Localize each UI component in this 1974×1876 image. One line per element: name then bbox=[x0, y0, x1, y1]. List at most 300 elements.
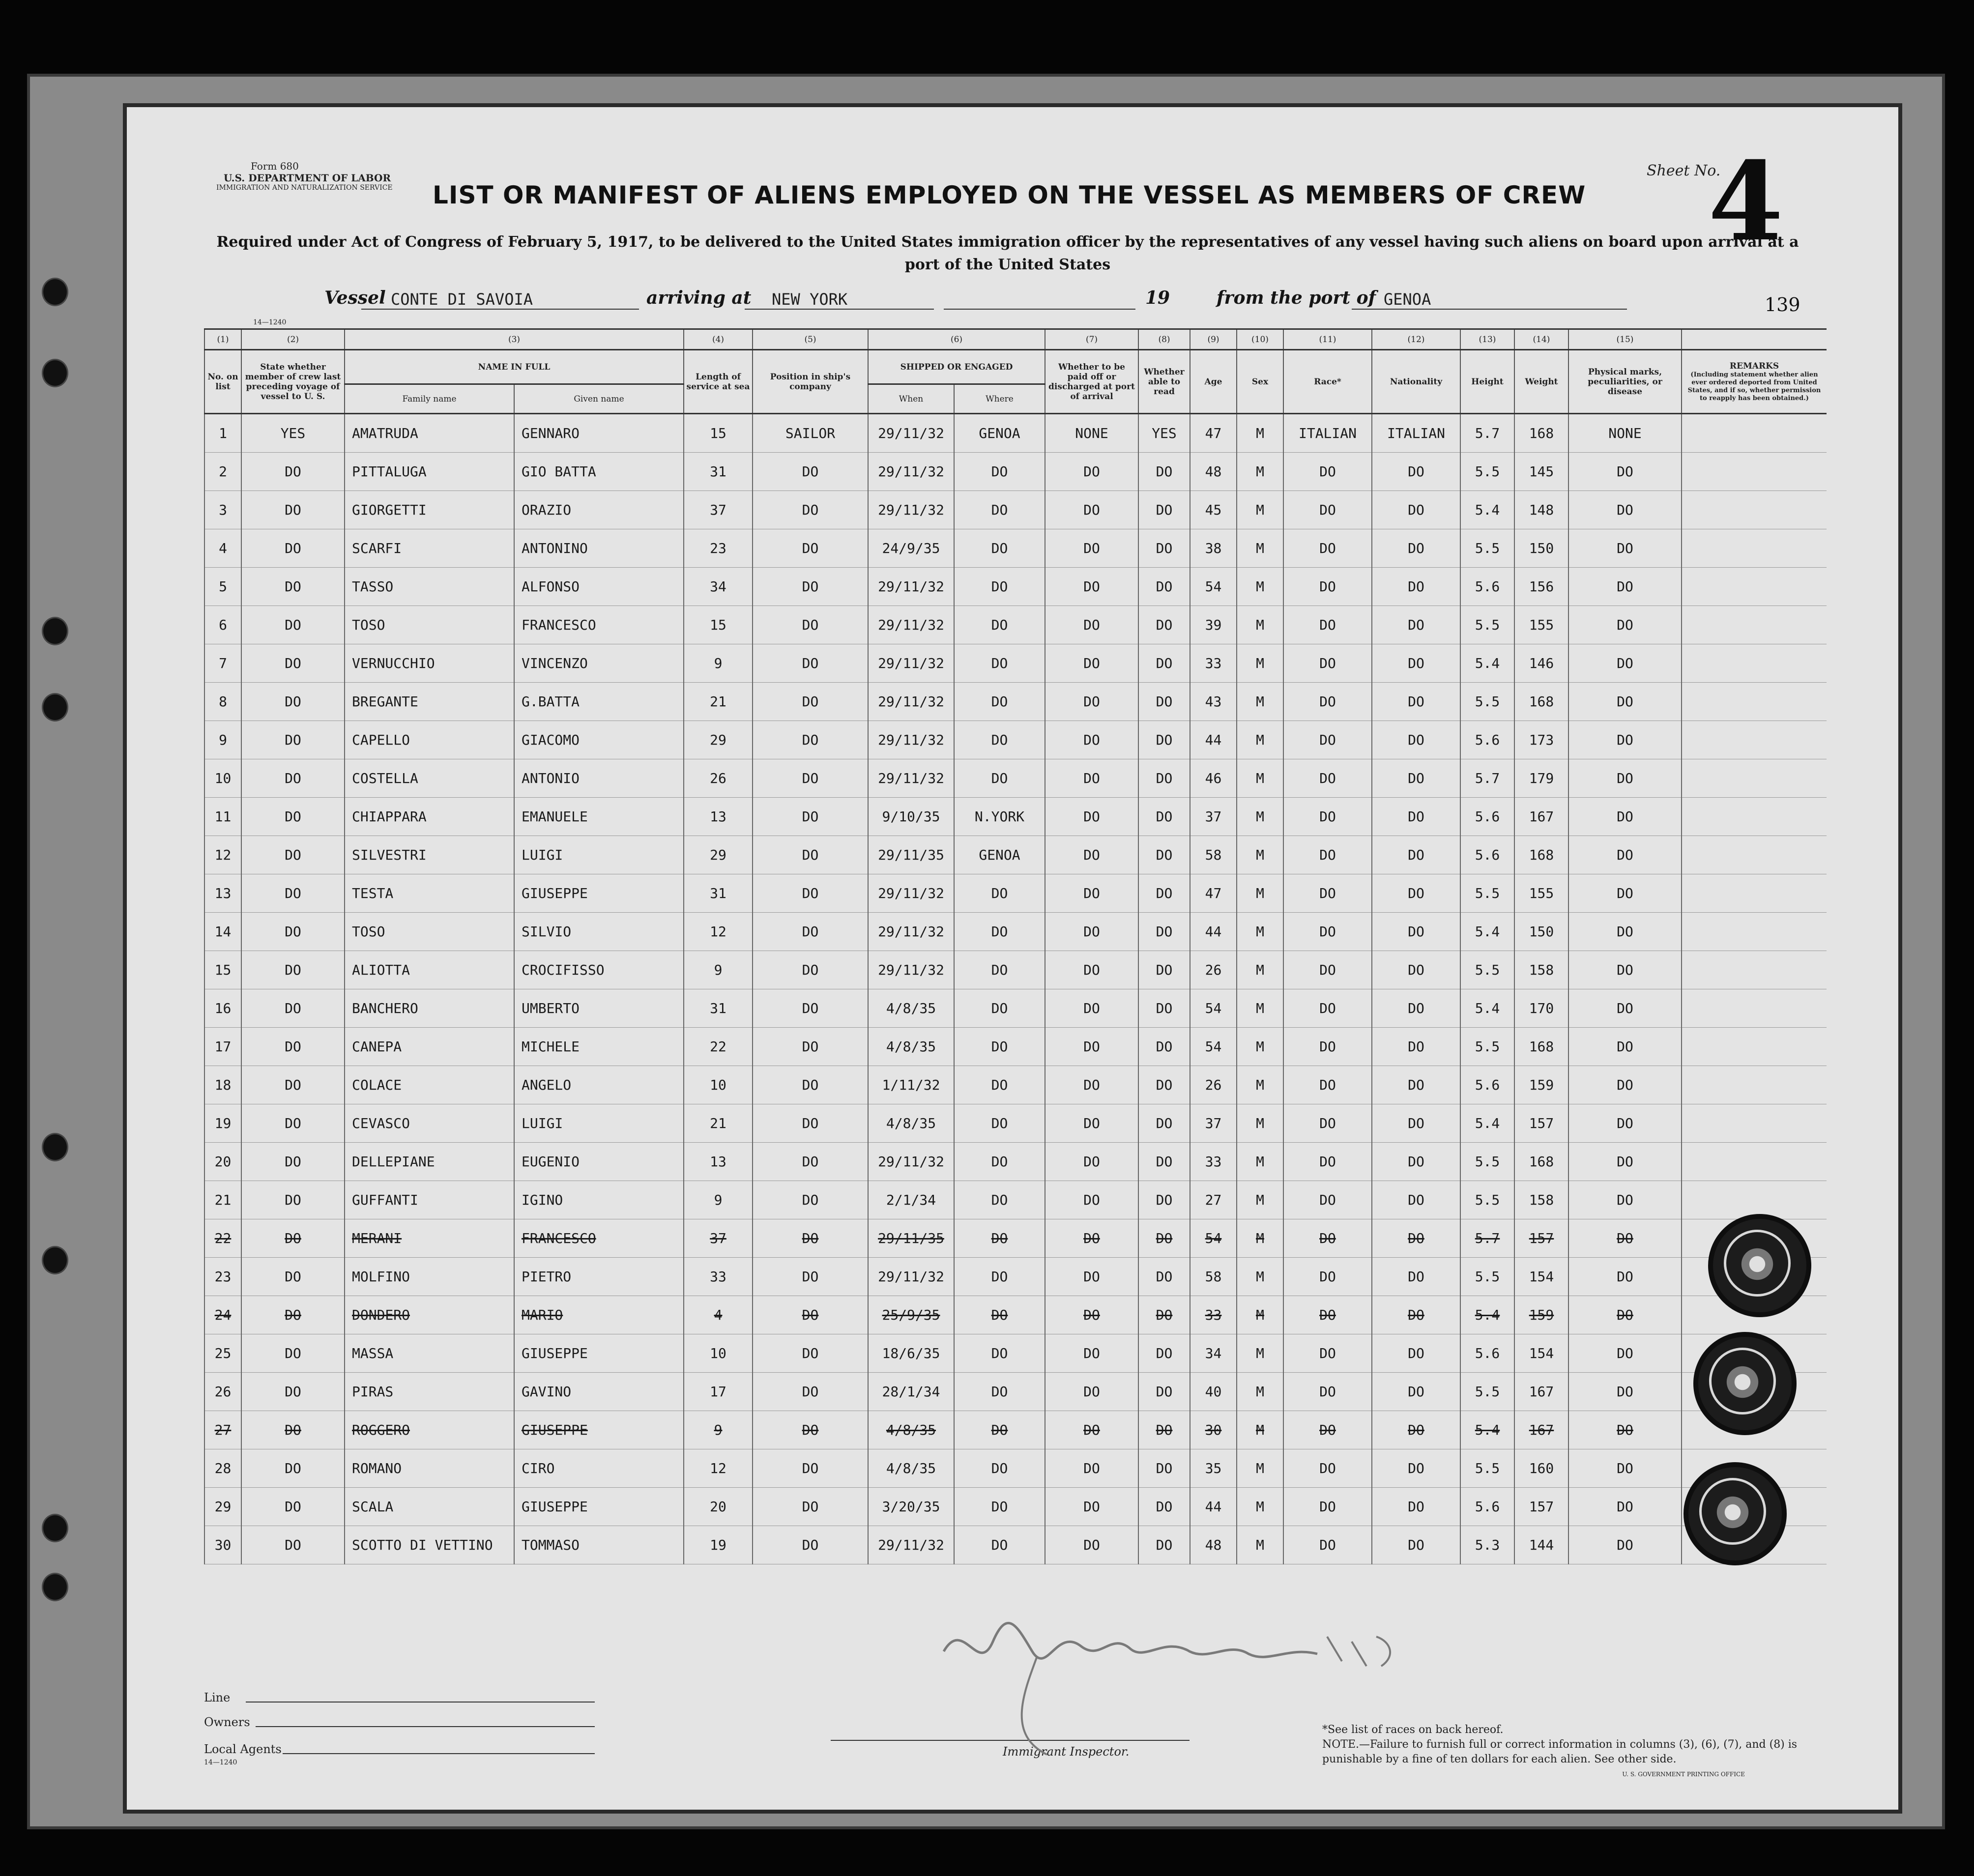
row-number-cell: 2 bbox=[204, 453, 241, 491]
height-cell: 5.7 bbox=[1460, 414, 1514, 453]
prior-voyage-cell: DO bbox=[241, 1449, 345, 1488]
engaged-where-cell: DO bbox=[954, 1219, 1045, 1258]
sex-cell: M bbox=[1237, 1219, 1283, 1258]
service-label: IMMIGRATION AND NATURALIZATION SERVICE bbox=[216, 184, 393, 192]
given-name-cell: EUGENIO bbox=[514, 1143, 684, 1181]
row-number-cell: 23 bbox=[204, 1258, 241, 1296]
age-cell: 38 bbox=[1190, 529, 1237, 568]
consulate-seal bbox=[1708, 1214, 1811, 1317]
row-number-cell: 18 bbox=[204, 1066, 241, 1104]
engaged-where-cell: N.YORK bbox=[954, 798, 1045, 836]
table-row bbox=[204, 1296, 1827, 1334]
eagle-emblem-icon bbox=[1740, 1244, 1774, 1284]
position-cell: DO bbox=[753, 1104, 868, 1143]
race-cell: DO bbox=[1283, 491, 1372, 529]
service-length-cell: 22 bbox=[684, 1028, 753, 1066]
weight-cell: 146 bbox=[1514, 644, 1568, 683]
position-cell: SAILOR bbox=[753, 414, 868, 453]
row-number-cell: 1 bbox=[204, 414, 241, 453]
engaged-when-cell: 29/11/32 bbox=[868, 874, 954, 913]
service-length-cell: 9 bbox=[684, 1181, 753, 1219]
given-name-cell: GIUSEPPE bbox=[514, 874, 684, 913]
race-cell: DO bbox=[1283, 874, 1372, 913]
weight-cell: 168 bbox=[1514, 836, 1568, 874]
age-cell: 54 bbox=[1190, 568, 1237, 606]
prior-voyage-cell: DO bbox=[241, 1373, 345, 1411]
remarks-cell bbox=[1682, 1104, 1827, 1143]
weight-cell: 155 bbox=[1514, 874, 1568, 913]
position-cell: DO bbox=[753, 989, 868, 1028]
age-cell: 26 bbox=[1190, 1066, 1237, 1104]
remarks-cell bbox=[1682, 798, 1827, 836]
prior-voyage-cell: DO bbox=[241, 1104, 345, 1143]
col-num-15: (15) bbox=[1568, 329, 1682, 350]
line-label: Line bbox=[204, 1691, 231, 1704]
paid-off-cell: DO bbox=[1045, 453, 1138, 491]
weight-cell: 167 bbox=[1514, 1373, 1568, 1411]
race-cell: DO bbox=[1283, 606, 1372, 644]
height-cell: 5.4 bbox=[1460, 913, 1514, 951]
family-name-cell: TOSO bbox=[345, 913, 514, 951]
age-cell: 34 bbox=[1190, 1334, 1237, 1373]
physical-marks-cell: DO bbox=[1568, 1488, 1682, 1526]
prior-voyage-cell: DO bbox=[241, 989, 345, 1028]
service-length-cell: 19 bbox=[684, 1526, 753, 1564]
engaged-where-cell: DO bbox=[954, 1373, 1045, 1411]
nationality-cell: DO bbox=[1372, 529, 1460, 568]
crew-manifest-table bbox=[204, 328, 1827, 1564]
weight-cell: 158 bbox=[1514, 1181, 1568, 1219]
engaged-where-cell: DO bbox=[954, 913, 1045, 951]
service-length-cell: 29 bbox=[684, 721, 753, 759]
col-no-on-list: No. on list bbox=[204, 350, 241, 414]
age-cell: 35 bbox=[1190, 1449, 1237, 1488]
height-cell: 5.5 bbox=[1460, 1028, 1514, 1066]
race-cell: DO bbox=[1283, 1373, 1372, 1411]
engaged-where-cell: DO bbox=[954, 1449, 1045, 1488]
paid-off-cell: DO bbox=[1045, 568, 1138, 606]
paid-off-cell: DO bbox=[1045, 1449, 1138, 1488]
remarks-cell bbox=[1682, 874, 1827, 913]
race-cell: DO bbox=[1283, 721, 1372, 759]
sex-cell: M bbox=[1237, 1143, 1283, 1181]
table-row bbox=[204, 453, 1827, 491]
physical-marks-cell: DO bbox=[1568, 1219, 1682, 1258]
remarks-cell bbox=[1682, 568, 1827, 606]
row-number-cell: 15 bbox=[204, 951, 241, 989]
sex-cell: M bbox=[1237, 1066, 1283, 1104]
race-cell: DO bbox=[1283, 798, 1372, 836]
table-row bbox=[204, 1066, 1827, 1104]
prior-voyage-cell: DO bbox=[241, 759, 345, 798]
col-num-7: (7) bbox=[1045, 329, 1138, 350]
row-number-cell: 30 bbox=[204, 1526, 241, 1564]
given-name-cell: GIUSEPPE bbox=[514, 1411, 684, 1449]
family-name-cell: CEVASCO bbox=[345, 1104, 514, 1143]
able-to-read-cell: DO bbox=[1138, 989, 1190, 1028]
engaged-when-cell: 4/8/35 bbox=[868, 1411, 954, 1449]
given-name-cell: TOMMASO bbox=[514, 1526, 684, 1564]
weight-cell: 157 bbox=[1514, 1104, 1568, 1143]
nationality-cell: DO bbox=[1372, 683, 1460, 721]
physical-marks-cell: DO bbox=[1568, 874, 1682, 913]
position-cell: DO bbox=[753, 1449, 868, 1488]
row-number-cell: 24 bbox=[204, 1296, 241, 1334]
service-length-cell: 26 bbox=[684, 759, 753, 798]
col-paid-off: Whether to be paid off or discharged at port of arrival bbox=[1045, 350, 1138, 414]
table-row bbox=[204, 989, 1827, 1028]
able-to-read-cell: DO bbox=[1138, 874, 1190, 913]
family-name-cell: CHIAPPARA bbox=[345, 798, 514, 836]
remarks-cell bbox=[1682, 529, 1827, 568]
engaged-where-cell: DO bbox=[954, 1143, 1045, 1181]
engaged-when-cell: 29/11/32 bbox=[868, 414, 954, 453]
able-to-read-cell: DO bbox=[1138, 1104, 1190, 1143]
paid-off-cell: DO bbox=[1045, 606, 1138, 644]
family-name-cell: COLACE bbox=[345, 1066, 514, 1104]
height-cell: 5.4 bbox=[1460, 1411, 1514, 1449]
col-num-12: (12) bbox=[1372, 329, 1460, 350]
position-cell: DO bbox=[753, 1028, 868, 1066]
sex-cell: M bbox=[1237, 1028, 1283, 1066]
nationality-cell: DO bbox=[1372, 1258, 1460, 1296]
nationality-cell: DO bbox=[1372, 1488, 1460, 1526]
age-cell: 48 bbox=[1190, 1526, 1237, 1564]
weight-cell: 168 bbox=[1514, 683, 1568, 721]
service-length-cell: 9 bbox=[684, 1411, 753, 1449]
weight-cell: 157 bbox=[1514, 1219, 1568, 1258]
prior-voyage-cell: DO bbox=[241, 1258, 345, 1296]
family-name-cell: TOSO bbox=[345, 606, 514, 644]
race-cell: DO bbox=[1283, 1143, 1372, 1181]
sex-cell: M bbox=[1237, 568, 1283, 606]
weight-cell: 160 bbox=[1514, 1449, 1568, 1488]
row-number-cell: 11 bbox=[204, 798, 241, 836]
table-row bbox=[204, 836, 1827, 874]
physical-marks-cell: DO bbox=[1568, 798, 1682, 836]
given-name-cell: GIUSEPPE bbox=[514, 1488, 684, 1526]
service-length-cell: 31 bbox=[684, 453, 753, 491]
physical-marks-cell: DO bbox=[1568, 1373, 1682, 1411]
engaged-where-cell: DO bbox=[954, 1488, 1045, 1526]
age-cell: 26 bbox=[1190, 951, 1237, 989]
age-cell: 54 bbox=[1190, 1028, 1237, 1066]
form-code-footer: 14—1240 bbox=[204, 1759, 237, 1766]
table-row bbox=[204, 1258, 1827, 1296]
arriving-label: arriving at bbox=[646, 288, 752, 308]
col-num-14: (14) bbox=[1514, 329, 1568, 350]
sex-cell: M bbox=[1237, 644, 1283, 683]
service-length-cell: 37 bbox=[684, 1219, 753, 1258]
col-physical: Physical marks, peculiarities, or disease bbox=[1568, 350, 1682, 414]
weight-cell: 167 bbox=[1514, 798, 1568, 836]
table-row bbox=[204, 491, 1827, 529]
sex-cell: M bbox=[1237, 606, 1283, 644]
row-number-cell: 22 bbox=[204, 1219, 241, 1258]
engaged-when-cell: 24/9/35 bbox=[868, 529, 954, 568]
able-to-read-cell: DO bbox=[1138, 491, 1190, 529]
engaged-when-cell: 2/1/34 bbox=[868, 1181, 954, 1219]
binder-hole bbox=[42, 1573, 68, 1601]
weight-cell: 150 bbox=[1514, 913, 1568, 951]
race-cell: DO bbox=[1283, 1449, 1372, 1488]
paid-off-cell: DO bbox=[1045, 1181, 1138, 1219]
able-to-read-cell: DO bbox=[1138, 1296, 1190, 1334]
remarks-cell bbox=[1682, 453, 1827, 491]
physical-marks-cell: DO bbox=[1568, 1066, 1682, 1104]
race-cell: DO bbox=[1283, 1334, 1372, 1373]
paid-off-cell: DO bbox=[1045, 721, 1138, 759]
weight-cell: 167 bbox=[1514, 1411, 1568, 1449]
row-number-cell: 3 bbox=[204, 491, 241, 529]
service-length-cell: 12 bbox=[684, 913, 753, 951]
table-row bbox=[204, 1181, 1827, 1219]
race-cell: DO bbox=[1283, 1488, 1372, 1526]
prior-voyage-cell: DO bbox=[241, 529, 345, 568]
col-given-name: Given name bbox=[514, 384, 684, 414]
col-shipped: SHIPPED OR ENGAGED bbox=[868, 350, 1045, 384]
weight-cell: 148 bbox=[1514, 491, 1568, 529]
sex-cell: M bbox=[1237, 836, 1283, 874]
height-cell: 5.5 bbox=[1460, 1258, 1514, 1296]
remarks-cell bbox=[1682, 683, 1827, 721]
family-name-cell: GIORGETTI bbox=[345, 491, 514, 529]
service-length-cell: 9 bbox=[684, 951, 753, 989]
age-cell: 37 bbox=[1190, 1104, 1237, 1143]
col-remarks bbox=[1682, 350, 1827, 414]
race-cell: DO bbox=[1283, 453, 1372, 491]
service-length-cell: 20 bbox=[684, 1488, 753, 1526]
physical-marks-cell: DO bbox=[1568, 491, 1682, 529]
given-name-cell: SILVIO bbox=[514, 913, 684, 951]
age-cell: 43 bbox=[1190, 683, 1237, 721]
physical-marks-cell: DO bbox=[1568, 1296, 1682, 1334]
service-length-cell: 29 bbox=[684, 836, 753, 874]
row-number-cell: 27 bbox=[204, 1411, 241, 1449]
engaged-where-cell: DO bbox=[954, 644, 1045, 683]
nationality-cell: DO bbox=[1372, 1411, 1460, 1449]
able-to-read-cell: YES bbox=[1138, 414, 1190, 453]
col-race: Race* bbox=[1283, 350, 1372, 414]
family-name-cell: PITTALUGA bbox=[345, 453, 514, 491]
col-height: Height bbox=[1460, 350, 1514, 414]
able-to-read-cell: DO bbox=[1138, 1488, 1190, 1526]
prior-voyage-cell: DO bbox=[241, 568, 345, 606]
nationality-cell: DO bbox=[1372, 1028, 1460, 1066]
service-length-cell: 33 bbox=[684, 1258, 753, 1296]
col-num-9: (9) bbox=[1190, 329, 1237, 350]
height-cell: 5.5 bbox=[1460, 874, 1514, 913]
sex-cell: M bbox=[1237, 1449, 1283, 1488]
consulate-seal bbox=[1693, 1332, 1797, 1435]
paid-off-cell: DO bbox=[1045, 1219, 1138, 1258]
given-name-cell: G.BATTA bbox=[514, 683, 684, 721]
able-to-read-cell: DO bbox=[1138, 721, 1190, 759]
height-cell: 5.6 bbox=[1460, 1066, 1514, 1104]
col-position: Position in ship's company bbox=[753, 350, 868, 414]
engaged-where-cell: DO bbox=[954, 759, 1045, 798]
table-row bbox=[204, 414, 1827, 453]
given-name-cell: VINCENZO bbox=[514, 644, 684, 683]
nationality-cell: DO bbox=[1372, 874, 1460, 913]
sex-cell: M bbox=[1237, 989, 1283, 1028]
family-name-cell: MASSA bbox=[345, 1334, 514, 1373]
col-num-1: (1) bbox=[204, 329, 241, 350]
nationality-cell: DO bbox=[1372, 1449, 1460, 1488]
given-name-cell: MICHELE bbox=[514, 1028, 684, 1066]
family-name-cell: DELLEPIANE bbox=[345, 1143, 514, 1181]
family-name-cell: MOLFINO bbox=[345, 1258, 514, 1296]
engaged-when-cell: 29/11/32 bbox=[868, 1258, 954, 1296]
engaged-when-cell: 1/11/32 bbox=[868, 1066, 954, 1104]
age-cell: 58 bbox=[1190, 836, 1237, 874]
height-cell: 5.5 bbox=[1460, 1181, 1514, 1219]
paid-off-cell: DO bbox=[1045, 1104, 1138, 1143]
able-to-read-cell: DO bbox=[1138, 1334, 1190, 1373]
age-cell: 44 bbox=[1190, 1488, 1237, 1526]
remarks-cell bbox=[1682, 491, 1827, 529]
table-row bbox=[204, 874, 1827, 913]
position-cell: DO bbox=[753, 1181, 868, 1219]
service-length-cell: 13 bbox=[684, 1143, 753, 1181]
row-number-cell: 19 bbox=[204, 1104, 241, 1143]
engaged-when-cell: 29/11/32 bbox=[868, 721, 954, 759]
able-to-read-cell: DO bbox=[1138, 1028, 1190, 1066]
physical-marks-cell: DO bbox=[1568, 1449, 1682, 1488]
nationality-cell: DO bbox=[1372, 1219, 1460, 1258]
position-cell: DO bbox=[753, 491, 868, 529]
consulate-seal bbox=[1684, 1462, 1787, 1565]
height-cell: 5.6 bbox=[1460, 798, 1514, 836]
weight-cell: 170 bbox=[1514, 989, 1568, 1028]
family-name-cell: SCARFI bbox=[345, 529, 514, 568]
height-cell: 5.6 bbox=[1460, 836, 1514, 874]
position-cell: DO bbox=[753, 1258, 868, 1296]
sex-cell: M bbox=[1237, 798, 1283, 836]
sex-cell: M bbox=[1237, 529, 1283, 568]
sex-cell: M bbox=[1237, 414, 1283, 453]
prior-voyage-cell: DO bbox=[241, 913, 345, 951]
prior-voyage-cell: DO bbox=[241, 606, 345, 644]
position-cell: DO bbox=[753, 1411, 868, 1449]
race-cell: DO bbox=[1283, 529, 1372, 568]
engaged-when-cell: 4/8/35 bbox=[868, 989, 954, 1028]
race-cell: DO bbox=[1283, 1028, 1372, 1066]
remarks-cell bbox=[1682, 1028, 1827, 1066]
from-port: GENOA bbox=[1384, 290, 1431, 309]
form-code: 14—1240 bbox=[253, 318, 287, 326]
engaged-when-cell: 29/11/32 bbox=[868, 1143, 954, 1181]
row-number-cell: 26 bbox=[204, 1373, 241, 1411]
physical-marks-cell: DO bbox=[1568, 913, 1682, 951]
given-name-cell: MARIO bbox=[514, 1296, 684, 1334]
prior-voyage-cell: DO bbox=[241, 1296, 345, 1334]
position-cell: DO bbox=[753, 1219, 868, 1258]
prior-voyage-cell: YES bbox=[241, 414, 345, 453]
engaged-when-cell: 9/10/35 bbox=[868, 798, 954, 836]
given-name-cell: EMANUELE bbox=[514, 798, 684, 836]
nationality-cell: DO bbox=[1372, 1104, 1460, 1143]
table-row bbox=[204, 1449, 1827, 1488]
paid-off-cell: NONE bbox=[1045, 414, 1138, 453]
nationality-cell: DO bbox=[1372, 913, 1460, 951]
able-to-read-cell: DO bbox=[1138, 644, 1190, 683]
height-cell: 5.4 bbox=[1460, 989, 1514, 1028]
able-to-read-cell: DO bbox=[1138, 1526, 1190, 1564]
col-state-whether: State whether member of crew last preceding voyage of vessel to U. S. bbox=[241, 350, 345, 414]
given-name-cell: GIACOMO bbox=[514, 721, 684, 759]
paid-off-cell: DO bbox=[1045, 1411, 1138, 1449]
position-cell: DO bbox=[753, 1296, 868, 1334]
nationality-cell: DO bbox=[1372, 644, 1460, 683]
remarks-cell bbox=[1682, 1181, 1827, 1219]
col-num-2: (2) bbox=[241, 329, 345, 350]
nationality-cell: DO bbox=[1372, 1181, 1460, 1219]
engaged-where-cell: DO bbox=[954, 951, 1045, 989]
printing-office: U. S. GOVERNMENT PRINTING OFFICE bbox=[1622, 1771, 1745, 1778]
physical-marks-cell: DO bbox=[1568, 836, 1682, 874]
weight-cell: 159 bbox=[1514, 1296, 1568, 1334]
family-name-cell: DONDERO bbox=[345, 1296, 514, 1334]
arriving-port: NEW YORK bbox=[772, 290, 848, 309]
given-name-cell: GENNARO bbox=[514, 414, 684, 453]
weight-cell: 155 bbox=[1514, 606, 1568, 644]
height-cell: 5.6 bbox=[1460, 568, 1514, 606]
col-name-in-full: NAME IN FULL bbox=[345, 350, 684, 384]
crew-rows bbox=[204, 414, 1827, 1564]
engaged-where-cell: DO bbox=[954, 453, 1045, 491]
sex-cell: M bbox=[1237, 1296, 1283, 1334]
table-row bbox=[204, 913, 1827, 951]
prior-voyage-cell: DO bbox=[241, 798, 345, 836]
physical-marks-cell: DO bbox=[1568, 606, 1682, 644]
sex-cell: M bbox=[1237, 1373, 1283, 1411]
weight-cell: 159 bbox=[1514, 1066, 1568, 1104]
race-cell: DO bbox=[1283, 836, 1372, 874]
physical-marks-cell: DO bbox=[1568, 529, 1682, 568]
engaged-when-cell: 18/6/35 bbox=[868, 1334, 954, 1373]
service-length-cell: 21 bbox=[684, 1104, 753, 1143]
weight-cell: 145 bbox=[1514, 453, 1568, 491]
engaged-where-cell: DO bbox=[954, 491, 1045, 529]
engaged-where-cell: DO bbox=[954, 1296, 1045, 1334]
engaged-where-cell: DO bbox=[954, 1028, 1045, 1066]
age-cell: 54 bbox=[1190, 989, 1237, 1028]
physical-marks-cell: DO bbox=[1568, 644, 1682, 683]
nationality-cell: DO bbox=[1372, 989, 1460, 1028]
able-to-read-cell: DO bbox=[1138, 1143, 1190, 1181]
physical-marks-cell: DO bbox=[1568, 1334, 1682, 1373]
table-row bbox=[204, 1028, 1827, 1066]
position-cell: DO bbox=[753, 1488, 868, 1526]
nationality-cell: DO bbox=[1372, 453, 1460, 491]
weight-cell: 156 bbox=[1514, 568, 1568, 606]
race-cell: DO bbox=[1283, 644, 1372, 683]
age-cell: 47 bbox=[1190, 414, 1237, 453]
able-to-read-cell: DO bbox=[1138, 1373, 1190, 1411]
weight-cell: 150 bbox=[1514, 529, 1568, 568]
engaged-where-cell: GENOA bbox=[954, 836, 1045, 874]
physical-marks-cell: DO bbox=[1568, 1411, 1682, 1449]
weight-cell: 168 bbox=[1514, 414, 1568, 453]
service-length-cell: 9 bbox=[684, 644, 753, 683]
prior-voyage-cell: DO bbox=[241, 721, 345, 759]
table-row bbox=[204, 951, 1827, 989]
engaged-when-cell: 4/8/35 bbox=[868, 1104, 954, 1143]
col-num-3: (3) bbox=[345, 329, 684, 350]
engaged-where-cell: DO bbox=[954, 568, 1045, 606]
position-cell: DO bbox=[753, 1066, 868, 1104]
